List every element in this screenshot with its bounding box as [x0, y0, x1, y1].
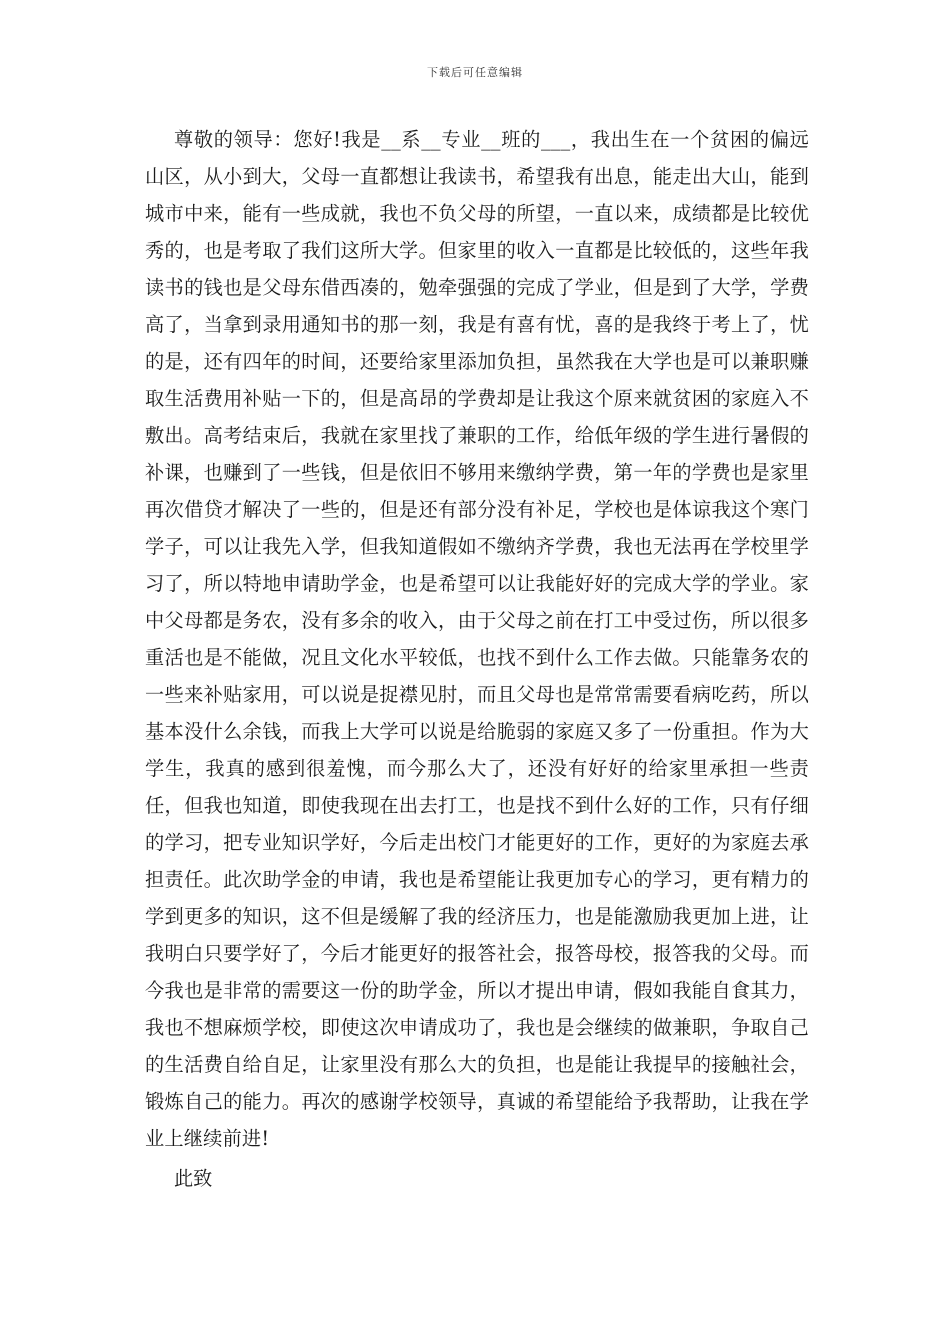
letter-closing: 此致 — [174, 1167, 213, 1190]
letter-body: 尊敬的领导：您好!我是__系__专业__班的___，我出生在一个贫困的偏远山区，从小到大，父母一直都想让我读书，希望我有出息，能走出大山，能到城市中来，能有一些成就，我也不负父母的所望，一直以来，成绩都是比较优秀的，也是考取了我们这所大学。但家里的收入一直都是比较低的，这些年我读书的钱也是父母东借西凑的，勉牵强强的完成了学业，但是到了大学，学费高了，当拿到录用通知书的那一刻，我是有喜有忧，喜的是我终于考上了，忧的是，还有四年的时间，还要给家里添加负担，虽然我在大学也是可以兼职赚取生活费用补贴一下的，但是高昂的学费却是让我这个原来就贫困的家庭入不敷出。高考结束后，我就在家里找了兼职的工作，给低年级的学生进行暑假的补课，也赚到了一些钱，但是依旧不够用来缴纳学费，第一年的学费也是家里再次借贷才解决了一些的，但是还有部分没有补足，学校也是体谅我这个寒门学子，可以让我先入学，但我知道假如不缴纳齐学费，我也无法再在学校里学习了，所以特地申请助学金，也是希望可以让我能好好的完成大学的学业。家中父母都是务农，没有多余的收入，由于父母之前在打工中受过伤，所以很多重活也是不能做，况且文化水平较低，也找不到什么工作去做。只能靠务农的一些来补贴家用，可以说是捉襟见肘，而且父母也是常常需要看病吃药，所以基本没什么余钱，而我上大学可以说是给脆弱的家庭又多了一份重担。作为大学生，我真的感到很羞愧，而今那么大了，还没有好好的给家里承担一些责任，但我也知道，即使我现在出去打工，也是找不到什么好的工作，只有仔细的学习，把专业知识学好，今后走出校门才能更好的工作，更好的为家庭去承担责任。此次助学金的申请，我也是希望能让我更加专心的学习，更有精力的学到更多的知识，这不但是缓解了我的经济压力，也是能激励我更加上进，让我明白只要学好了，今后才能更好的报答社会，报答母校，报答我的父母。而今我也是非常的需要这一份的助学金，所以才提出申请，假如我能自食其力，我也不想麻烦学校，即使这次申请成功了，我也是会继续的做兼职，争取自己的生活费自给自足，让家里没有那么大的负担，也是能让我提早的接触社会，锻炼自己的能力。再次的感谢学校领导，真诚的希望能给予我帮助，让我在学业上继续前进! — [145, 128, 809, 1150]
page-header-note: 下载后可任意编辑 — [427, 66, 523, 79]
